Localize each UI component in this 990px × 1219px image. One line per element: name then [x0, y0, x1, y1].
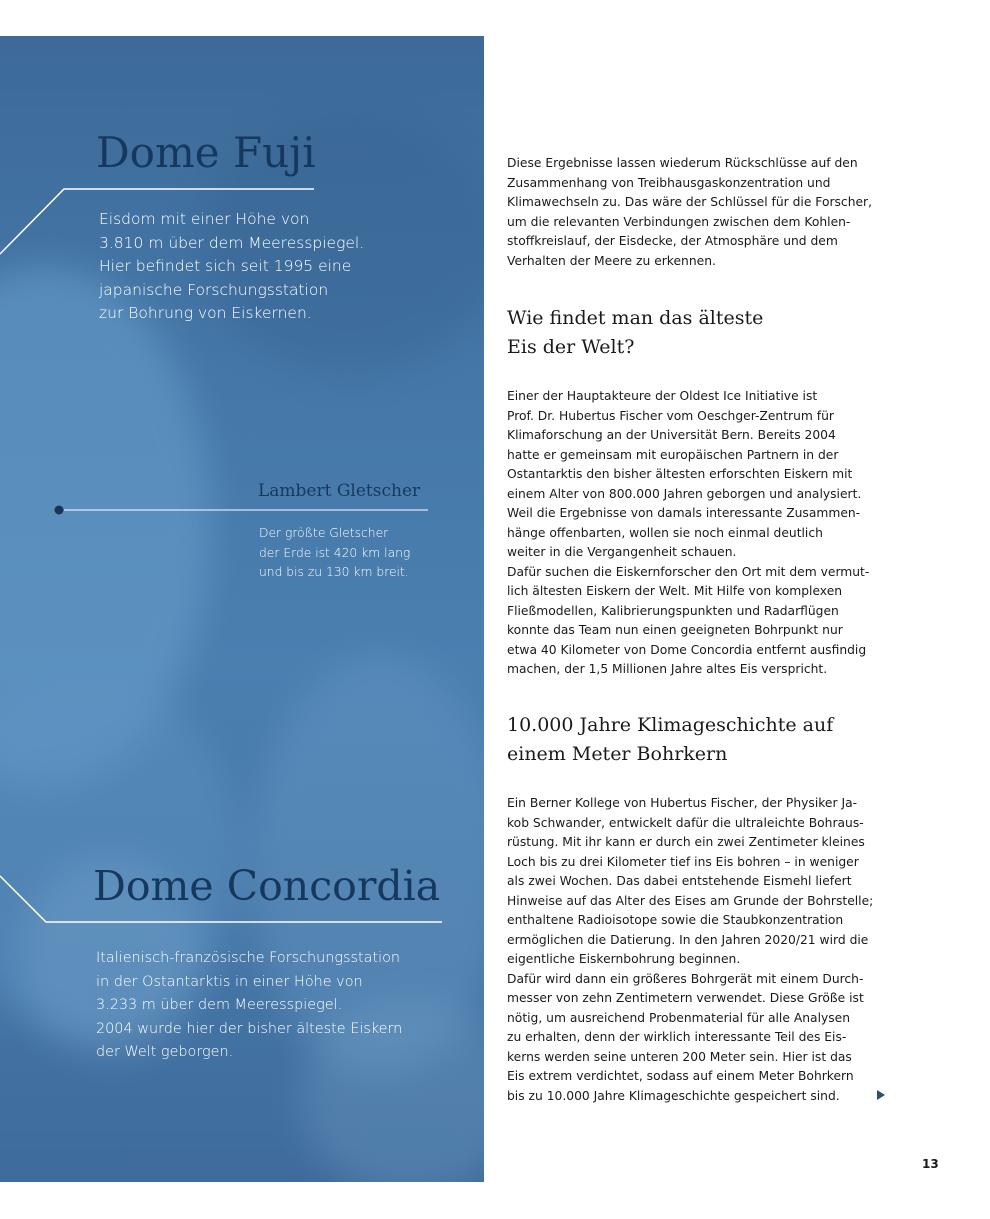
section-1-paragraph: Einer der Hauptakteure der Oldest Ice Initiative ist Prof. Dr. Hubertus Fischer vom Oeschger-Zentrum für Klimaforschung an der Universität Bern. Bereits 2004 hatte er gemeinsam mit europäischen Partnern in der Ostantarktis den bisher ältesten erforschten Eiskern mit einem Alter von 800.000 Jahren geborgen und analysiert. Weil die Ergebnisse von damals interessante Zusammen- hänge offenbarten, wollen sie noch einmal deutlich weiter in die Vergangenheit schauen. Dafür suchen die Eiskernforscher den Ort mit dem vermut- lich ältesten Eiskern der Welt. Mit Hilfe von komplexen Fließmodellen, Kalibrierungspunkten und Radarflügen konnte das Team nun einen geeigneten Bohrpunkt nur etwa 40 Kilometer von Dome Concordia entfernt ausfindig machen, der 1,5 Millionen Jahre altes Eis verspricht. — [507, 389, 870, 676]
section-2-heading: 10.000 Jahre Klimageschichte auf einem Meter Bohrkern — [507, 714, 834, 765]
dome-fuji-title: Dome Fuji — [96, 128, 316, 177]
lambert-title: Lambert Gletscher — [258, 481, 421, 501]
lambert-description: Der größte Gletscher der Erde ist 420 km lang und bis zu 130 km breit. — [259, 526, 411, 579]
section-2-paragraph: Ein Berner Kollege von Hubertus Fischer, der Physiker Ja- kob Schwander, entwickelt dafür die ultraleichte Bohraus- rüstung. Mit ihr kann er durch ein zwei Zentimeter kleines Loch bis zu drei Kilometer tief ins Eis bohren – in weniger als zwei Wochen. Das dabei entstehende Eismehl liefert Hinweise auf das Alter des Eises am Grunde der Bohrstelle; enthaltene Radioisotope sowie die Staubkonzentration ermöglichen die Datierung. In den Jahren 2020/21 wird die eigentliche Eiskernbohrung beginnen. Dafür wird dann ein größeres Bohrgerät mit einem Durch- messer von zehn Zentimetern verwendet. Diese Größe ist nötig, um ausreichend Probenmaterial für alle Analysen zu erhalten, denn der wirklich interessante Teil des Eis- kerns werden seine unteren 200 Meter sein. Hier ist das Eis extrem verdichtet, sodass auf einem Meter Bohrkern bis zu 10.000 Jahre Klimageschichte gespeichert sind. — [507, 796, 874, 1103]
section-2 — [507, 711, 887, 769]
section-2-body — [507, 794, 887, 1106]
section-1-body — [507, 387, 887, 680]
section-1 — [507, 304, 887, 362]
dome-concordia-title: Dome Concordia — [93, 862, 441, 910]
lambert-location-dot — [55, 506, 64, 515]
intro-block — [507, 154, 887, 271]
dome-fuji-description: Eisdom mit einer Höhe von 3.810 m über dem Meeresspiegel. Hier befindet sich seit 1995 eine japanische Forschungsstation zur Bohrung von Eiskernen. — [99, 210, 365, 322]
section-1-heading: Wie findet man das älteste Eis der Welt? — [507, 307, 764, 358]
triangle-right-icon — [877, 1090, 885, 1100]
map-panel — [0, 36, 484, 1182]
page-number: 13 — [922, 1157, 939, 1171]
dome-concordia-description: Italienisch-französische Forschungsstation in der Ostantarktis in einer Höhe von 3.233 m über dem Meeresspiegel. 2004 wurde hier der bisher älteste Eiskern der Welt geborgen. — [96, 950, 403, 1060]
intro-paragraph: Diese Ergebnisse lassen wiederum Rückschlüsse auf den Zusammenhang von Treibhausgaskonzentration und Klimawechseln zu. Das wäre der Schlüssel für die Forscher, um die relevanten Verbindungen zwischen dem Kohlen- stoffkreislauf, der Eisdecke, der Atmosphäre und dem Verhalten der Meere zu erkennen. — [507, 156, 873, 268]
